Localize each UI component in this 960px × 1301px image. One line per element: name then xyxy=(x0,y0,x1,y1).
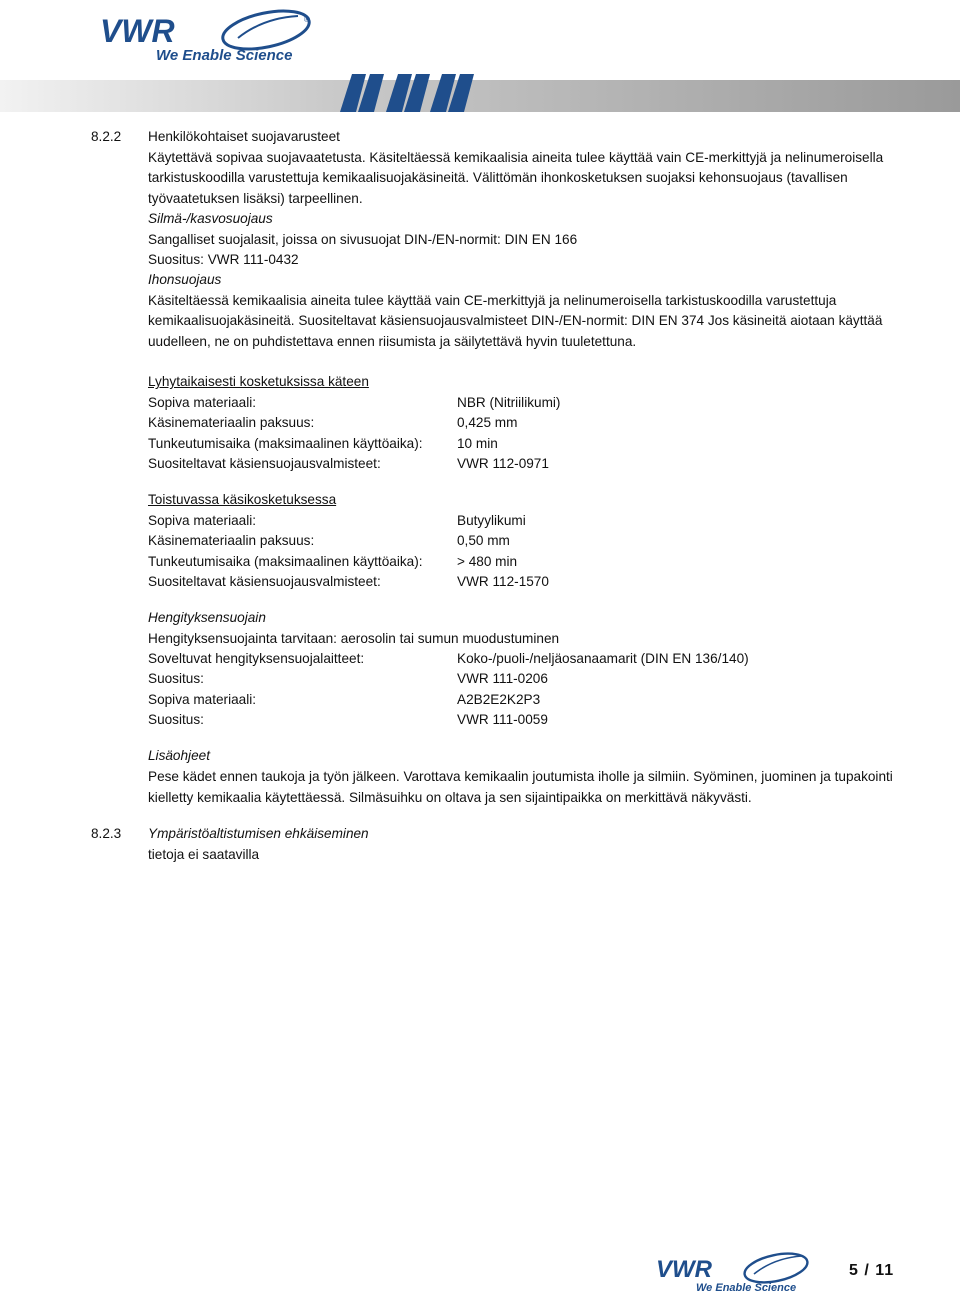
row-label: Tunkeutumisaika (maksimaalinen käyttöaika): xyxy=(148,436,423,451)
row-value: 0,425 mm xyxy=(457,415,518,430)
row-label: Sopiva materiaali: xyxy=(148,395,257,410)
paragraph-line: uudelleen, ne on puhdistettava ennen riisumista ja säilytettävä hyvin tuuletettuna. xyxy=(148,334,637,349)
section-title: Henkilökohtaiset suojavarusteet xyxy=(148,129,340,144)
logo-word: VWR xyxy=(100,13,175,49)
row-label: Käsinemateriaalin paksuus: xyxy=(148,415,315,430)
row-label: Suositus: xyxy=(148,671,204,686)
page-number: 5 / 11 xyxy=(849,1262,895,1279)
section-number: 8.2.3 xyxy=(91,826,122,841)
section-number: 8.2.2 xyxy=(91,129,122,144)
row-label: Soveltuvat hengityksensuojalaitteet: xyxy=(148,651,365,666)
row-value: VWR 112-1570 xyxy=(457,574,549,589)
paragraph-line: Käsiteltäessä kemikaalisia aineita tulee käyttää vain CE-merkittyjä ja nelinumeroisella tarkistuskoodilla varustettuja xyxy=(148,293,837,308)
row-value: NBR (Nitriilikumi) xyxy=(457,395,561,410)
eye-protection-heading: Silmä-/kasvosuojaus xyxy=(148,211,273,226)
paragraph-line: Suositus: VWR 111-0432 xyxy=(148,252,299,267)
paragraph-line: tietoja ei saatavilla xyxy=(148,847,260,862)
row-value: Koko-/puoli-/neljäosanaamarit (DIN EN 136/140) xyxy=(457,651,749,666)
section-title: Ympäristöaltistumisen ehkäiseminen xyxy=(148,826,369,841)
logo-word: VWR xyxy=(656,1256,712,1283)
row-label: Suositus: xyxy=(148,712,204,727)
row-value: 0,50 mm xyxy=(457,533,510,548)
svg-text:®: ® xyxy=(304,15,310,24)
paragraph-line: kielletty kemikaalia käytettäessä. Silmäsuihku on oltava ja sen sijaintipaikka on merkittävä näkyvästi. xyxy=(148,790,752,805)
paragraph-line: Hengityksensuojainta tarvitaan: aerosolin tai sumun muodustuminen xyxy=(148,631,560,646)
row-label: Suositeltavat käsiensuojausvalmisteet: xyxy=(148,574,381,589)
skin-protection-heading: Ihonsuojaus xyxy=(148,272,222,287)
vwr-logo xyxy=(654,1250,814,1294)
row-label: Käsinemateriaalin paksuus: xyxy=(148,533,315,548)
row-value: VWR 111-0206 xyxy=(457,671,548,686)
paragraph-line: kemikaalisuojakäsineitä. Suositeltavat käsiensuojausvalmisteet DIN-/EN-normit: DIN EN 374 Jos käsineitä aiotaan käyttää xyxy=(148,313,883,328)
additional-heading: Lisäohjeet xyxy=(148,748,210,763)
row-value: > 480 min xyxy=(457,554,518,569)
row-value: 10 min xyxy=(457,436,498,451)
logo-tagline: We Enable Science xyxy=(696,1282,797,1294)
row-value: A2B2E2K2P3 xyxy=(457,692,541,707)
paragraph-line: Pese kädet ennen taukoja ja työn jälkeen. Varottava kemikaalin joutumista iholle ja silmiin. Syöminen, juominen ja tupakointi xyxy=(148,769,893,784)
row-value: VWR 111-0059 xyxy=(457,712,548,727)
row-label: Sopiva materiaali: xyxy=(148,513,257,528)
vwr-logo xyxy=(98,8,318,64)
paragraph-line: Käytettävä sopivaa suojavaatetusta. Käsiteltäessä kemikaalisia aineita tulee käyttää vain CE-merkittyjä ja nelinumeroisella xyxy=(148,150,884,165)
respiratory-heading: Hengityksensuojain xyxy=(148,610,266,625)
paragraph-line: tarkistuskoodilla varustettuja kemikaalisuojakäsineitä. Välittömän ihonkosketuksen suojaksi kehonsuojaus (tavallisen xyxy=(148,170,848,185)
logo-tagline: We Enable Science xyxy=(156,47,293,64)
row-value: Butyylikumi xyxy=(457,513,526,528)
header-banner xyxy=(0,70,960,112)
repeated-contact-heading: Toistuvassa käsikosketuksessa xyxy=(148,492,337,507)
short-contact-heading: Lyhytaikaisesti kosketuksissa käteen xyxy=(148,374,369,389)
row-label: Sopiva materiaali: xyxy=(148,692,257,707)
paragraph-line: Sangalliset suojalasit, joissa on sivusuojat DIN-/EN-normit: DIN EN 166 xyxy=(148,232,578,247)
row-value: VWR 112-0971 xyxy=(457,456,549,471)
paragraph-line: työvaatetuksen lisäksi) tarpeellinen. xyxy=(148,191,363,206)
row-label: Tunkeutumisaika (maksimaalinen käyttöaika): xyxy=(148,554,423,569)
row-label: Suositeltavat käsiensuojausvalmisteet: xyxy=(148,456,381,471)
